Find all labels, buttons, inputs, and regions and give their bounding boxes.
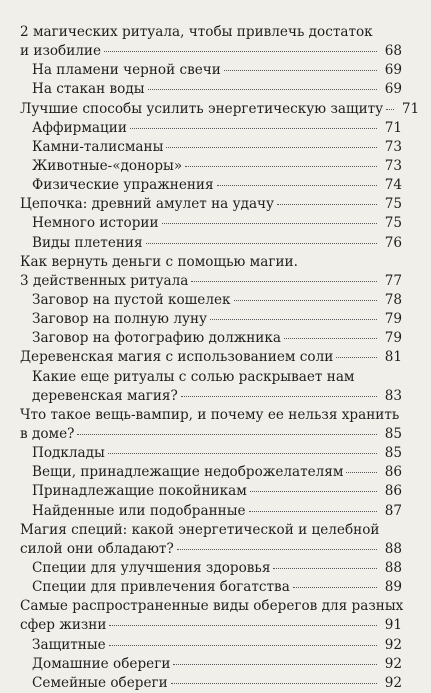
table-of-contents xyxy=(20,23,420,693)
toc-entry-line xyxy=(20,42,402,61)
toc-entry-title: Заговор на полную луну xyxy=(32,311,208,328)
toc-entry-line xyxy=(20,272,402,291)
toc-entry xyxy=(20,195,402,214)
toc-entry-title: Защитные xyxy=(32,636,106,653)
toc-entry xyxy=(20,521,402,559)
toc-entry xyxy=(20,253,402,272)
toc-entry-title: Найденные или подобранные xyxy=(32,502,246,519)
toc-entry-title: Вещи, принадлежащие недоброжелателям xyxy=(32,464,344,481)
toc-entry xyxy=(20,138,402,157)
toc-entry-title: Домашние обереги xyxy=(32,655,171,672)
dot-leader xyxy=(336,357,377,358)
toc-entry xyxy=(20,597,402,635)
toc-subentry-line xyxy=(20,559,402,578)
page-number: 71 xyxy=(384,119,402,136)
dot-leader xyxy=(146,243,377,244)
toc-entry-title: деревенская магия? xyxy=(32,387,178,404)
toc-entry xyxy=(20,368,402,406)
toc-entry-line xyxy=(20,253,402,272)
page-number: 74 xyxy=(384,177,402,194)
toc-entry-title: Принадлежащие покойникам xyxy=(32,483,247,500)
toc-subentry-line xyxy=(20,234,402,253)
toc-subentry-line xyxy=(20,61,402,80)
toc-entry-title: в доме? xyxy=(20,425,75,442)
dot-leader xyxy=(171,683,377,684)
page-number: 68 xyxy=(384,43,402,60)
toc-entry-line xyxy=(20,406,402,425)
toc-entry-title: На стакан воды xyxy=(32,81,145,98)
toc-entry-title: Заговор на фотографию должника xyxy=(32,330,281,347)
page-number: 75 xyxy=(384,215,402,232)
toc-subentry-line xyxy=(20,329,402,348)
dot-leader xyxy=(210,319,377,320)
toc-entry-line xyxy=(20,348,402,367)
toc-entry xyxy=(20,176,402,195)
toc-entry xyxy=(20,444,402,463)
toc-entry-title: На пламени черной свечи xyxy=(32,62,221,79)
page-number: 78 xyxy=(384,291,402,308)
toc-entry-line xyxy=(20,597,402,616)
toc-subentry-line xyxy=(20,578,402,597)
toc-entry-title: Немного истории xyxy=(32,215,159,232)
dot-leader xyxy=(191,281,377,282)
dot-leader xyxy=(148,89,377,90)
page-number: 76 xyxy=(384,234,402,251)
toc-subentry-line xyxy=(20,463,402,482)
toc-entry-title: Как вернуть деньги с помощью магии. xyxy=(20,253,298,270)
toc-entry-title: Подклады xyxy=(32,445,105,462)
toc-subentry-line xyxy=(20,176,402,195)
page-number: 77 xyxy=(384,272,402,289)
dot-leader xyxy=(284,338,377,339)
toc-entry-title: и изобилие xyxy=(20,43,102,60)
toc-entry xyxy=(20,23,402,61)
dot-leader xyxy=(224,70,377,71)
toc-subentry-line xyxy=(20,138,402,157)
page-number: 91 xyxy=(384,617,402,634)
dot-leader xyxy=(185,166,377,167)
page-number: 75 xyxy=(384,196,402,213)
page-number: 69 xyxy=(384,81,402,98)
dot-leader xyxy=(130,128,377,129)
toc-entry xyxy=(20,214,402,233)
toc-entry-title: 3 действенных ритуала xyxy=(20,272,189,289)
toc-entry xyxy=(20,406,402,444)
dot-leader xyxy=(277,204,377,205)
toc-entry xyxy=(20,348,402,367)
page-number: 92 xyxy=(384,674,402,691)
dot-leader xyxy=(109,625,377,626)
dot-leader xyxy=(234,300,377,301)
toc-entry-title: сфер жизни xyxy=(20,617,107,634)
toc-subentry-line xyxy=(20,214,402,233)
toc-entry-title: Магия специй: какой энергетической и целебной xyxy=(20,521,380,538)
toc-entry-title: Животные-«доноры» xyxy=(32,157,183,174)
page-number: 86 xyxy=(384,464,402,481)
toc-entry-title: Заговор на пустой кошелек xyxy=(32,291,231,308)
toc-entry xyxy=(20,100,420,119)
page-number: 71 xyxy=(401,100,420,117)
page-number: 92 xyxy=(384,636,402,653)
dot-leader xyxy=(386,109,394,110)
toc-entry-line xyxy=(20,100,420,119)
toc-entry xyxy=(20,272,402,291)
dot-leader xyxy=(293,587,377,588)
toc-entry-line xyxy=(20,540,402,559)
toc-entry xyxy=(20,636,402,655)
toc-entry-title: Цепочка: древний амулет на удачу xyxy=(20,196,275,213)
page-number: 69 xyxy=(384,62,402,79)
page-number: 85 xyxy=(384,425,402,442)
dot-leader xyxy=(109,645,377,646)
page-number: 88 xyxy=(384,540,402,557)
toc-subentry-line xyxy=(20,368,402,387)
toc-entry xyxy=(20,119,402,138)
toc-entry-line xyxy=(20,23,402,42)
toc-entry-title: Аффирмации xyxy=(32,119,127,136)
toc-subentry-line xyxy=(20,80,402,99)
dot-leader xyxy=(217,185,377,186)
page-number: 87 xyxy=(384,502,402,519)
toc-entry xyxy=(20,559,402,578)
page-number: 86 xyxy=(384,483,402,500)
dot-leader xyxy=(177,549,377,550)
toc-entry-title: Физические упражнения xyxy=(32,177,214,194)
page-number: 79 xyxy=(384,330,402,347)
toc-entry-title: Виды плетения xyxy=(32,234,143,251)
toc-entry-title: Деревенская магия с использованием соли xyxy=(20,349,334,366)
toc-entry-title: 2 магических ритуала, чтобы привлечь достаток xyxy=(20,24,373,40)
toc-entry-title: Лучшие способы усилить энергетическую защиту xyxy=(20,100,384,117)
toc-entry-title: Самые распространенные виды оберегов для разных xyxy=(20,598,404,615)
toc-subentry-line xyxy=(20,119,402,138)
toc-entry-title: Семейные обереги xyxy=(32,674,168,691)
toc-entry xyxy=(20,157,402,176)
dot-leader xyxy=(181,396,377,397)
page-number: 83 xyxy=(384,387,402,404)
page-number: 88 xyxy=(384,559,402,576)
toc-subentry-line xyxy=(20,502,402,521)
dot-leader xyxy=(108,453,377,454)
dot-leader xyxy=(249,511,377,512)
toc-entry xyxy=(20,80,402,99)
toc-entry xyxy=(20,502,402,521)
toc-subentry-line xyxy=(20,444,402,463)
toc-entry xyxy=(20,578,402,597)
page-number: 81 xyxy=(384,349,402,366)
page-number: 85 xyxy=(384,445,402,462)
page-number: 79 xyxy=(384,311,402,328)
toc-entry-title: Что такое вещь-вампир, и почему ее нельзя хранить xyxy=(20,406,400,423)
toc-entry-title: Какие еще ритуалы с солью раскрывает нам xyxy=(32,368,355,385)
page-number: 73 xyxy=(384,138,402,155)
page-number: 92 xyxy=(384,655,402,672)
toc-subentry-line xyxy=(20,157,402,176)
toc-entry-line xyxy=(20,521,402,540)
dot-leader xyxy=(77,434,377,435)
dot-leader xyxy=(273,568,377,569)
toc-entry xyxy=(20,291,402,310)
toc-subentry-line xyxy=(20,482,402,501)
dot-leader xyxy=(346,472,377,473)
toc-subentry-line xyxy=(20,310,402,329)
toc-entry xyxy=(20,310,402,329)
dot-leader xyxy=(250,491,377,492)
toc-entry-line xyxy=(20,425,402,444)
toc-entry xyxy=(20,482,402,501)
toc-subentry-line xyxy=(20,636,402,655)
toc-subentry-line xyxy=(20,387,402,406)
toc-entry xyxy=(20,329,402,348)
dot-leader xyxy=(162,223,377,224)
toc-entry xyxy=(20,463,402,482)
toc-entry-title: Специи для улучшения здоровья xyxy=(32,559,271,576)
toc-entry-title: силой они обладают? xyxy=(20,540,174,557)
toc-subentry-line xyxy=(20,655,402,674)
toc-entry-title: Специи для привлечения богатства xyxy=(32,579,290,596)
dot-leader xyxy=(104,51,377,52)
dot-leader xyxy=(173,664,377,665)
toc-subentry-line xyxy=(20,291,402,310)
dot-leader xyxy=(166,147,377,148)
toc-entry xyxy=(20,655,402,674)
page-number: 89 xyxy=(384,579,402,596)
toc-entry-line xyxy=(20,195,402,214)
toc-entry xyxy=(20,234,402,253)
toc-entry-title: Камни-талисманы xyxy=(32,138,164,155)
toc-entry-line xyxy=(20,616,402,635)
toc-entry xyxy=(20,61,402,80)
page-number: 73 xyxy=(384,157,402,174)
